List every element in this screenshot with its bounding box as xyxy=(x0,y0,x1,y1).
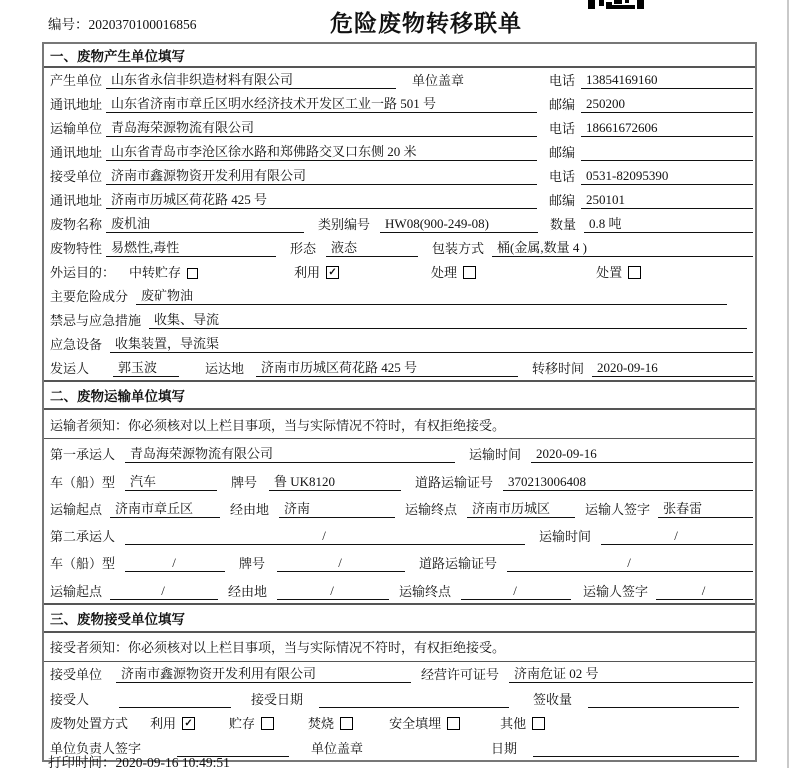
vehicle-type-label: 车（船）型 xyxy=(50,474,116,490)
plate-number-value: 鲁 UK8120 xyxy=(269,471,401,491)
transport-time-value: 2020-09-16 xyxy=(531,446,753,463)
transporter-address-row xyxy=(44,140,755,164)
page-title: 危险废物转移联单 xyxy=(330,10,522,36)
disposal-landfill-label: 安全填埋 xyxy=(389,716,442,732)
second-route-end-value: / xyxy=(461,583,571,600)
transporter-phone-label: 电话 xyxy=(548,121,575,136)
waste-form-label: 形态 xyxy=(290,241,317,256)
receiver-postcode-label: 邮编 xyxy=(548,193,575,208)
print-time-value: 2020-09-16 10:49:51 xyxy=(115,755,230,768)
second-route-start-label: 运输起点 xyxy=(50,583,103,599)
generator-phone-label: 电话 xyxy=(548,73,575,88)
packing-label: 包装方式 xyxy=(432,241,485,256)
disposal-landfill-checkbox-icon xyxy=(447,717,460,730)
disposal-method-row xyxy=(44,711,755,736)
second-vehicle-type-label: 车（船）型 xyxy=(50,556,116,572)
serial-label: 编号： xyxy=(48,17,89,32)
license-label: 经营许可证号 xyxy=(421,667,500,683)
responsible-sign-label: 单位负责人签字 xyxy=(50,740,142,756)
route-via-label: 经由地 xyxy=(230,501,270,517)
second-transporter-sign-label: 运输人签字 xyxy=(583,583,649,599)
transporter-notice-text: 运输者须知：你必须核对以上栏目事项，当与实际情况不符时，有权拒绝接受。 xyxy=(50,417,506,433)
second-route-end-label: 运输终点 xyxy=(399,583,452,599)
section2-heading: 二、废物运输单位填写 xyxy=(44,380,755,410)
emergency-equipment-label: 应急设备 xyxy=(50,337,103,352)
purpose-option-use-label: 利用 xyxy=(294,265,321,280)
disposal-use-checkbox-icon: ✓ xyxy=(182,717,195,730)
print-time xyxy=(48,751,230,768)
accept-person-row xyxy=(44,686,755,711)
second-route-row xyxy=(44,575,755,602)
waste-name-label: 废物名称 xyxy=(50,217,103,232)
second-carrier-row xyxy=(44,521,755,548)
form-serial xyxy=(48,13,197,33)
second-transport-time-value: / xyxy=(601,528,753,545)
transfer-form-table xyxy=(42,42,757,762)
transporter-address-label: 通讯地址 xyxy=(50,145,103,160)
receiver-address-label: 通讯地址 xyxy=(50,193,103,208)
seal-date-label: 日期 xyxy=(491,740,518,756)
purpose-option-treat-label: 处理 xyxy=(431,265,458,280)
second-route-via-value: / xyxy=(277,583,389,600)
transporter-postcode-value xyxy=(581,147,753,161)
receiver-notice-row xyxy=(44,633,755,662)
disposal-store-label: 贮存 xyxy=(229,716,256,732)
waste-character-label: 废物特性 xyxy=(50,241,103,256)
receiver-unit-value: 济南市鑫源物资开发利用有限公司 xyxy=(106,165,537,185)
second-plate-label: 牌号 xyxy=(239,556,266,572)
waste-form-value: 液态 xyxy=(326,237,418,257)
first-carrier-label: 第一承运人 xyxy=(50,447,116,463)
accept-date-value xyxy=(319,694,509,708)
purpose-dispose-checkbox-icon xyxy=(628,266,641,279)
waste-name-row xyxy=(44,212,755,236)
receiver-phone-label: 电话 xyxy=(548,169,575,184)
second-vehicle-type-value: / xyxy=(125,555,225,572)
transporter-phone-value: 18661672606 xyxy=(581,120,753,137)
received-qty-value xyxy=(588,694,739,708)
accept-person-label: 接受人 xyxy=(50,691,90,707)
waste-qty-label: 数量 xyxy=(550,217,577,232)
packing-value: 桶(金属,数量 4 ) xyxy=(492,237,753,257)
road-cert-label: 道路运输证号 xyxy=(415,474,494,490)
emergency-measures-value: 收集、导流 xyxy=(149,309,747,329)
emergency-measures-label: 禁忌与应急措施 xyxy=(50,313,142,328)
transport-time-label: 运输时间 xyxy=(469,447,522,463)
purpose-treat-checkbox-icon xyxy=(463,266,476,279)
generator-unit-label: 产生单位 xyxy=(50,73,103,88)
purpose-use-checkbox-icon: ✓ xyxy=(326,266,339,279)
shipper-value: 郭玉波 xyxy=(113,357,179,377)
transfer-time-label: 转移时间 xyxy=(532,361,585,376)
disposal-burn-checkbox-icon xyxy=(340,717,353,730)
route-row xyxy=(44,494,755,521)
vehicle-type-value: 汽车 xyxy=(125,471,217,491)
qr-code-fragment-icon xyxy=(588,0,650,9)
disposal-other-checkbox-icon xyxy=(532,717,545,730)
emergency-equipment-row xyxy=(44,332,755,356)
second-route-start-value: / xyxy=(110,583,218,600)
destination-value: 济南市历城区荷花路 425 号 xyxy=(256,357,518,377)
second-transporter-sign-value: / xyxy=(656,583,753,600)
second-carrier-value: / xyxy=(125,528,525,545)
waste-character-value: 易燃性,毒性 xyxy=(106,237,276,257)
purpose-storage-checkbox-icon xyxy=(187,268,198,279)
accept-unit-label: 接受单位 xyxy=(50,667,103,683)
license-value: 济南危证 02 号 xyxy=(509,663,753,683)
second-transport-time-label: 运输时间 xyxy=(539,529,592,545)
hazard-component-label: 主要危险成分 xyxy=(50,289,129,304)
generator-address-row xyxy=(44,92,755,116)
shipper-label: 发运人 xyxy=(50,361,90,376)
accept-unit-value: 济南市鑫源物资开发利用有限公司 xyxy=(116,663,411,683)
unit-seal-label: 单位盖章 xyxy=(412,73,465,88)
receiver-phone-value: 0531-82095390 xyxy=(581,168,753,185)
accept-unit-row xyxy=(44,662,755,687)
page-right-edge-divider xyxy=(787,0,789,768)
unit-seal-label-2: 单位盖章 xyxy=(311,740,364,756)
transporter-sign-label: 运输人签字 xyxy=(585,501,651,517)
first-carrier-row xyxy=(44,439,755,466)
waste-qty-value: 0.8 吨 xyxy=(584,213,753,233)
generator-unit-row xyxy=(44,68,755,92)
route-end-value: 济南市历城区 xyxy=(467,498,575,518)
print-time-label: 打印时间： xyxy=(48,755,116,768)
emergency-measures-row xyxy=(44,308,755,332)
destination-label: 运达地 xyxy=(205,361,245,376)
transfer-purpose-label: 外运目的： xyxy=(50,265,116,280)
generator-phone-value: 13854169160 xyxy=(581,72,753,89)
vehicle-row xyxy=(44,466,755,493)
disposal-other-label: 其他 xyxy=(500,716,527,732)
generator-address-value: 山东省济南市章丘区明水经济技术开发区工业一路 501 号 xyxy=(106,93,537,113)
transporter-unit-label: 运输单位 xyxy=(50,121,103,136)
waste-code-value: HW08(900-249-08) xyxy=(380,216,538,233)
route-via-value: 济南 xyxy=(279,498,395,518)
transporter-sign-value: 张春雷 xyxy=(658,498,753,518)
plate-number-label: 牌号 xyxy=(231,474,258,490)
waste-name-value: 废机油 xyxy=(106,213,304,233)
transporter-notice-row xyxy=(44,410,755,439)
second-route-via-label: 经由地 xyxy=(228,583,268,599)
received-qty-label: 签收量 xyxy=(533,691,573,707)
hazard-component-row xyxy=(44,284,755,308)
receiver-postcode-value: 250101 xyxy=(581,192,753,209)
generator-postcode-label: 邮编 xyxy=(548,97,575,112)
generator-address-label: 通讯地址 xyxy=(50,97,103,112)
first-carrier-value: 青岛海荣源物流有限公司 xyxy=(125,443,455,463)
accept-date-label: 接受日期 xyxy=(251,691,304,707)
route-start-value: 济南市章丘区 xyxy=(110,498,220,518)
generator-postcode-value: 250200 xyxy=(581,96,753,113)
section1-heading: 一、废物产生单位填写 xyxy=(44,44,755,68)
transporter-unit-value: 青岛海荣源物流有限公司 xyxy=(106,117,537,137)
disposal-store-checkbox-icon xyxy=(261,717,274,730)
waste-code-label: 类别编号 xyxy=(318,217,371,232)
receiver-address-value: 济南市历城区荷花路 425 号 xyxy=(106,189,537,209)
hazard-component-value: 废矿物油 xyxy=(136,285,727,305)
generator-unit-value: 山东省永信非织造材料有限公司 xyxy=(106,69,396,89)
receiver-notice-text: 接受者须知：你必须核对以上栏目事项，当与实际情况不符时，有权拒绝接受。 xyxy=(50,640,506,656)
route-end-label: 运输终点 xyxy=(405,501,458,517)
receiver-unit-label: 接受单位 xyxy=(50,169,103,184)
second-plate-value: / xyxy=(277,555,405,572)
purpose-option-dispose-label: 处置 xyxy=(596,265,623,280)
transfer-time-value: 2020-09-16 xyxy=(592,360,753,377)
transfer-purpose-row xyxy=(44,260,755,284)
second-road-cert-value: / xyxy=(507,555,753,572)
road-cert-value: 370213006408 xyxy=(503,474,753,491)
waste-character-row xyxy=(44,236,755,260)
accept-person-value xyxy=(119,694,231,708)
seal-date-value xyxy=(533,743,739,757)
receiver-unit-row xyxy=(44,164,755,188)
disposal-method-label: 废物处置方式 xyxy=(50,716,129,732)
route-start-label: 运输起点 xyxy=(50,501,103,517)
receiver-address-row xyxy=(44,188,755,212)
second-carrier-label: 第二承运人 xyxy=(50,529,116,545)
second-road-cert-label: 道路运输证号 xyxy=(419,556,498,572)
second-vehicle-row xyxy=(44,548,755,575)
shipper-row xyxy=(44,356,755,380)
emergency-equipment-value: 收集装置，导流渠 xyxy=(110,333,753,353)
purpose-option-storage-label: 中转贮存 xyxy=(129,265,182,280)
transporter-postcode-label: 邮编 xyxy=(548,145,575,160)
transporter-unit-row xyxy=(44,116,755,140)
transporter-address-value: 山东省青岛市李沧区徐水路和郑佛路交叉口东侧 20 米 xyxy=(106,141,537,161)
disposal-use-label: 利用 xyxy=(150,716,177,732)
disposal-burn-label: 焚烧 xyxy=(308,716,335,732)
serial-number: 2020370100016856 xyxy=(88,17,197,32)
section3-heading: 三、废物接受单位填写 xyxy=(44,603,755,633)
